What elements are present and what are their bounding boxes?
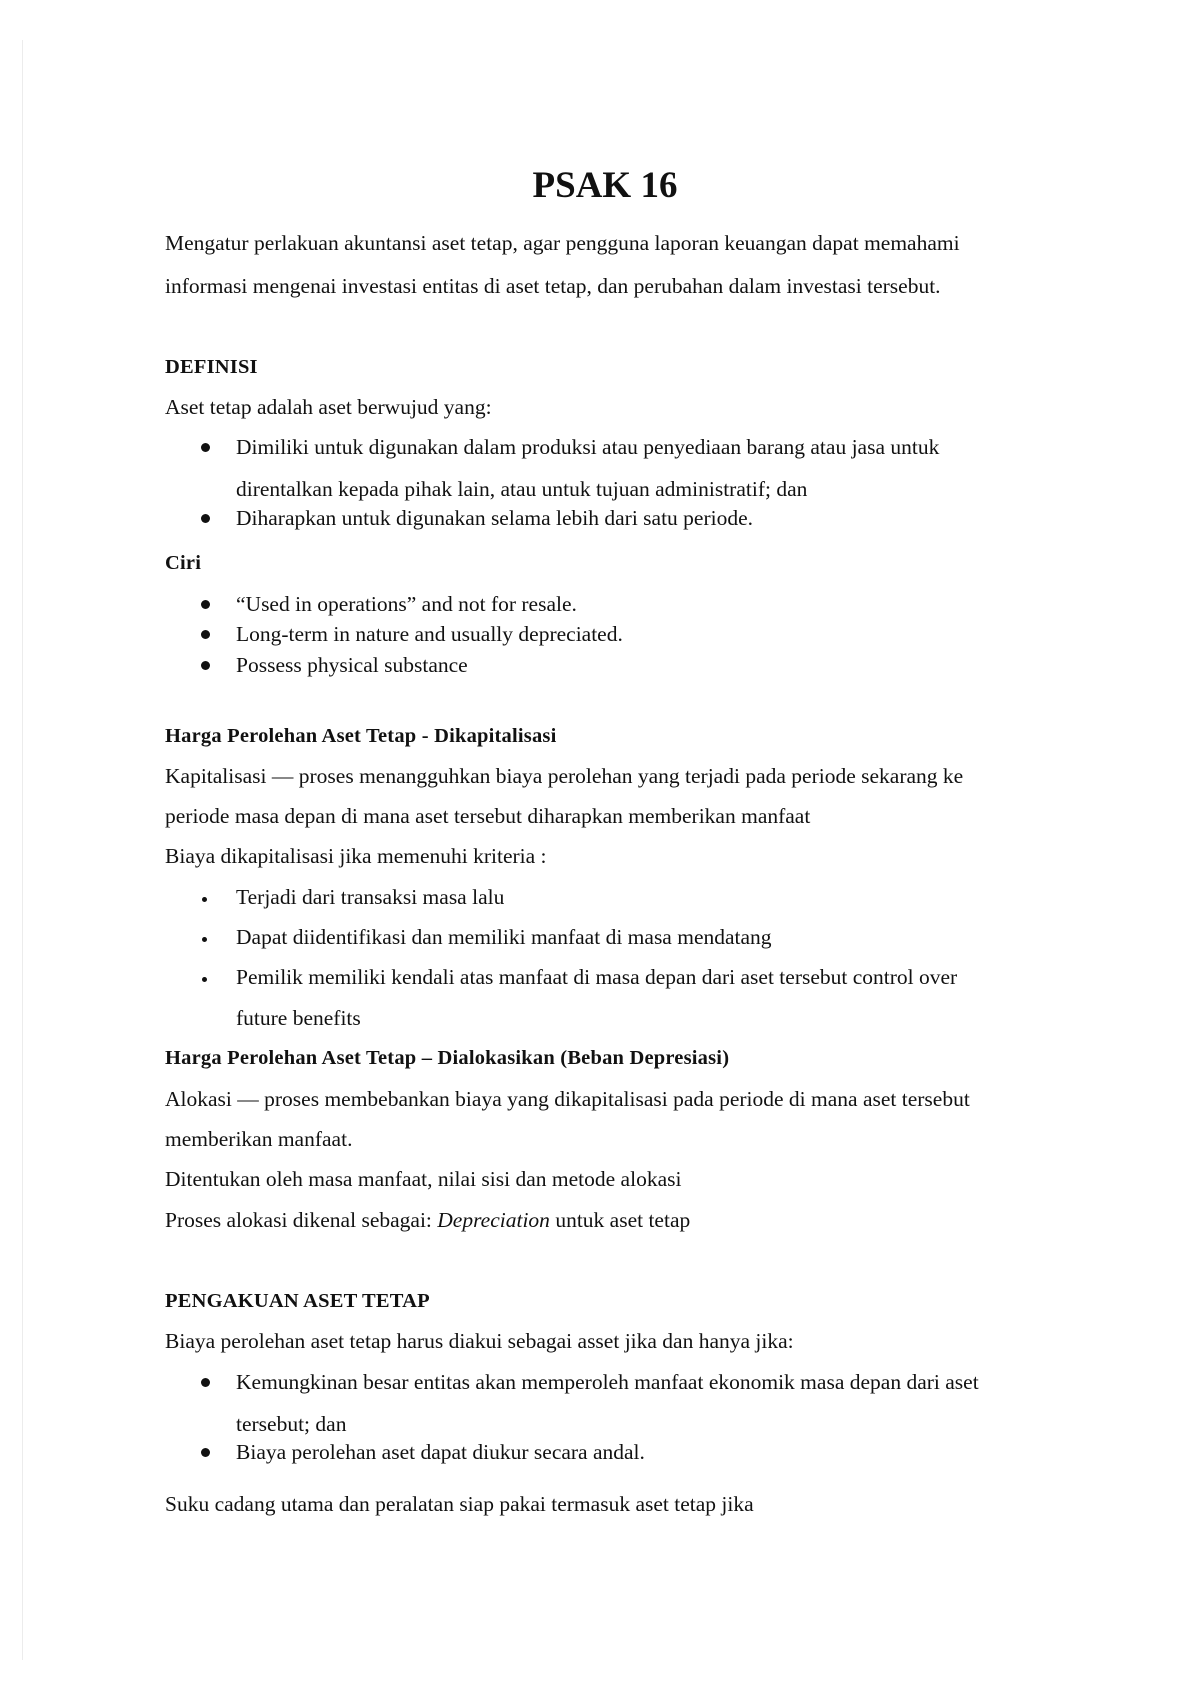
kriteria-bullet-3-line-2: future benefits xyxy=(236,1006,361,1030)
kriteria-bullet-3-line-1: Pemilik memiliki kendali atas manfaat di masa depan dari aset tersebut control over xyxy=(236,965,958,989)
alokasi-heading: Harga Perolehan Aset Tetap – Dialokasikan (Beban Depresiasi) xyxy=(165,1047,730,1069)
ciri-bullet-3: Possess physical substance xyxy=(236,653,468,677)
bullet-dot xyxy=(201,600,210,609)
definisi-lead: Aset tetap adalah aset berwujud yang: xyxy=(165,395,492,419)
pengakuan-lead: Biaya perolehan aset tetap harus diakui sebagai asset jika dan hanya jika: xyxy=(165,1329,794,1353)
pengakuan-heading: PENGAKUAN ASET TETAP xyxy=(165,1290,430,1312)
kriteria-bullet-2: Dapat diidentifikasi dan memiliki manfaat di masa mendatang xyxy=(236,925,772,949)
alokasi-line-3: Ditentukan oleh masa manfaat, nilai sisi dan metode alokasi xyxy=(165,1167,682,1191)
bullet-dot xyxy=(201,443,210,452)
kapitalisasi-heading: Harga Perolehan Aset Tetap - Dikapitalisasi xyxy=(165,725,557,747)
definisi-bullet-2: Diharapkan untuk digunakan selama lebih dari satu periode. xyxy=(236,506,754,530)
kapitalisasi-line-2: periode masa depan di mana aset tersebut diharapkan memberikan manfaat xyxy=(165,804,811,828)
definisi-bullet-1-line-2: direntalkan kepada pihak lain, atau untuk tujuan administratif; dan xyxy=(236,477,808,501)
pengakuan-closing: Suku cadang utama dan peralatan siap pakai termasuk aset tetap jika xyxy=(165,1492,754,1516)
kapitalisasi-line-1: Kapitalisasi — proses menangguhkan biaya perolehan yang terjadi pada periode sekarang ke xyxy=(165,764,964,788)
alokasi-line-2: memberikan manfaat. xyxy=(165,1127,353,1151)
bullet-dot xyxy=(201,1378,210,1387)
ciri-bullet-2: Long-term in nature and usually depreciated. xyxy=(236,622,623,646)
bullet-dot xyxy=(202,937,207,942)
bullet-dot xyxy=(202,897,207,902)
kapitalisasi-line-3: Biaya dikapitalisasi jika memenuhi kriteria : xyxy=(165,844,547,868)
depreciation-term: Depreciation xyxy=(437,1208,550,1232)
alokasi-line-4 xyxy=(165,1206,690,1234)
ciri-bullet-1: “Used in operations” and not for resale. xyxy=(236,592,577,616)
page-title: PSAK 16 xyxy=(532,165,678,206)
intro-line-2: informasi mengenai investasi entitas di aset tetap, dan perubahan dalam investasi tersebut. xyxy=(165,274,941,298)
alokasi-line-4-prefix: Proses alokasi dikenal sebagai: xyxy=(165,1208,438,1232)
bullet-dot xyxy=(201,1448,210,1457)
intro-line-1: Mengatur perlakuan akuntansi aset tetap, agar pengguna laporan keuangan dapat memahami xyxy=(165,231,960,255)
definisi-heading: DEFINISI xyxy=(165,356,258,378)
ciri-heading: Ciri xyxy=(165,552,202,574)
pengakuan-bullet-2: Biaya perolehan aset dapat diukur secara andal. xyxy=(236,1440,645,1464)
bullet-dot xyxy=(201,514,210,523)
definisi-bullet-1-line-1: Dimiliki untuk digunakan dalam produksi atau penyediaan barang atau jasa untuk xyxy=(236,435,940,459)
bullet-dot xyxy=(201,630,210,639)
bullet-dot xyxy=(201,661,210,670)
pengakuan-bullet-1-line-2: tersebut; dan xyxy=(236,1412,347,1436)
bullet-dot xyxy=(202,977,207,982)
kriteria-bullet-1: Terjadi dari transaksi masa lalu xyxy=(236,885,505,909)
alokasi-line-4-suffix: untuk aset tetap xyxy=(549,1208,691,1232)
alokasi-line-1: Alokasi — proses membebankan biaya yang dikapitalisasi pada periode di mana aset tersebut xyxy=(165,1087,970,1111)
pengakuan-bullet-1-line-1: Kemungkinan besar entitas akan memperoleh manfaat ekonomik masa depan dari aset xyxy=(236,1370,979,1394)
